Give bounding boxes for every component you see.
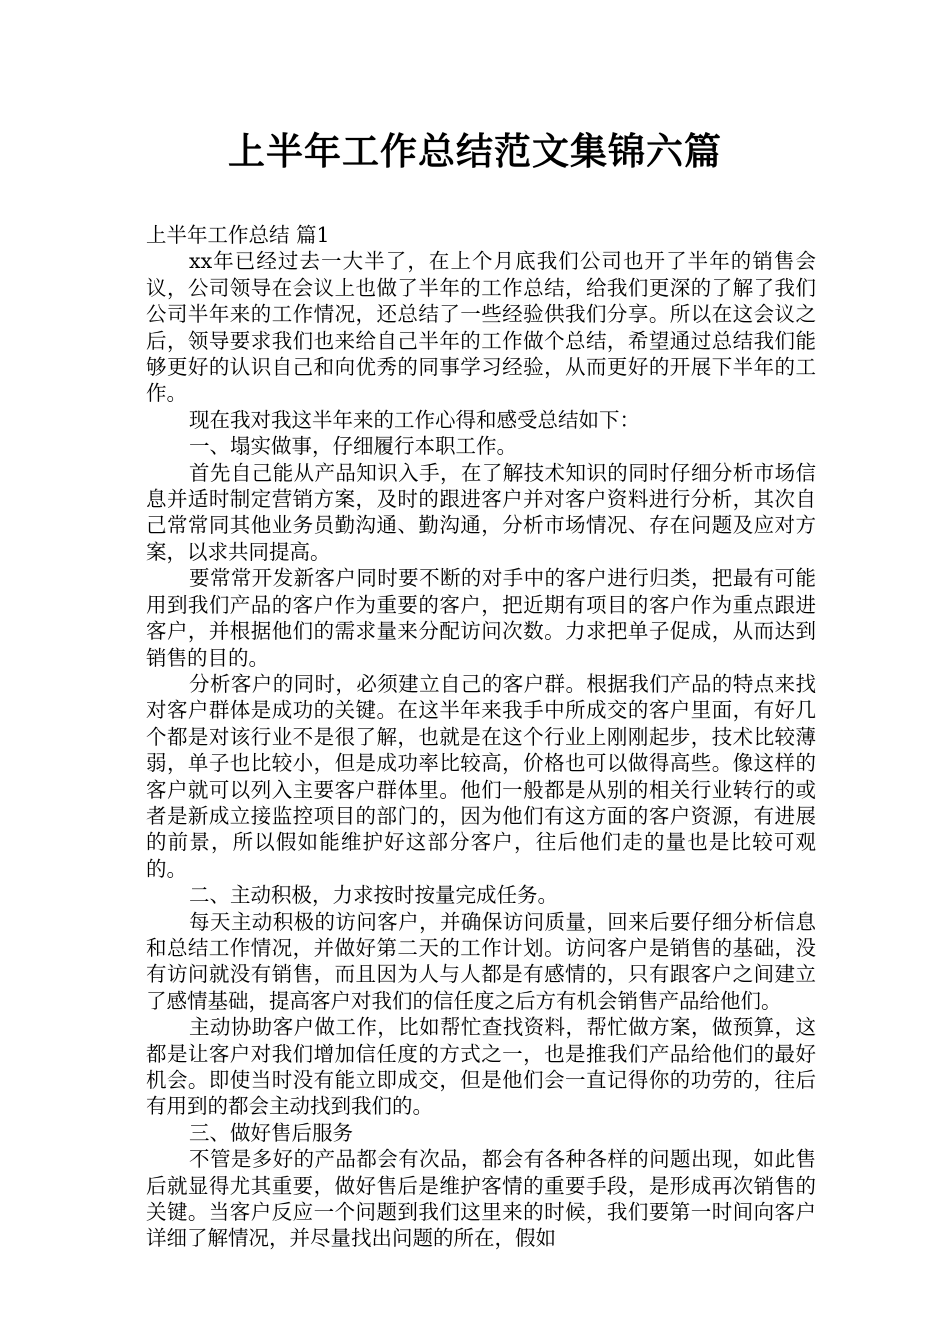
paragraph: 不管是多好的产品都会有次品，都会有各种各样的问题出现，如此售后就显得尤其重要，做好售后是维护客情的重要手段，是形成再次销售的关键。当客户反应一个问题到我们这里来的时候，我们要第一时间向客户详细了解情况，并尽量找出问题的所在，假如 xyxy=(146,1147,816,1251)
document-title: 上半年工作总结范文集锦六篇 xyxy=(228,130,722,173)
paragraph: xx年已经过去一大半了，在上个月底我们公司也开了半年的销售会议，公司领导在会议上也做了半年的工作总结，给我们更深的了解了我们公司半年来的工作情况，还总结了一些经验供我们分享。所以在这会议之后，领导要求我们也来给自己半年的工作做个总结，希望通过总结我们能够更好的认识自己和向优秀的同事学习经验，从而更好的开展下半年的工作。 xyxy=(146,249,816,406)
paragraph: 分析客户的同时，必须建立自己的客户群。根据我们产品的特点来找对客户群体是成功的关键。在这半年来我手中所成交的客户里面，有好几个都是对该行业不是很了解，也就是在这个行业上刚刚起步，技术比较薄弱，单子也比较小，但是成功率比较高，价格也可以做得高些。像这样的客户就可以列入主要客户群体里。他们一般都是从别的相关行业转行的或者是新成立接监控项目的部门的，因为他们有这方面的客户资源，有进展的前景，所以假如能维护好这部分客户，往后他们走的量也是比较可观的。 xyxy=(146,671,816,881)
paragraph: 要常常开发新客户同时要不断的对手中的客户进行归类，把最有可能用到我们产品的客户作为重要的客户，把近期有项目的客户作为重点跟进客户，并根据他们的需求量来分配访问次数。力求把单子促成，从而达到销售的目的。 xyxy=(146,566,816,670)
paragraph: 首先自己能从产品知识入手，在了解技术知识的同时仔细分析市场信息并适时制定营销方案，及时的跟进客户并对客户资料进行分析，其次自己常常同其他业务员勤沟通、勤沟通，分析市场情况、存在问题及应对方案，以求共同提高。 xyxy=(146,460,816,564)
paragraph: 每天主动积极的访问客户，并确保访问质量，回来后要仔细分析信息和总结工作情况，并做好第二天的工作计划。访问客户是销售的基础，没有访问就没有销售，而且因为人与人都是有感情的，只有跟客户之间建立了感情基础，提高客户对我们的信任度之后方有机会销售产品给他们。 xyxy=(146,909,816,1013)
paragraph: 主动协助客户做工作，比如帮忙查找资料，帮忙做方案，做预算，这都是让客户对我们增加信任度的方式之一，也是推我们产品给他们的最好机会。即使当时没有能立即成交，但是他们会一直记得你的功劳的，往后有用到的都会主动找到我们的。 xyxy=(146,1015,816,1119)
subheading: 二、主动积极，力求按时按量完成任务。 xyxy=(189,883,559,908)
document-body xyxy=(146,222,816,1252)
paragraph: 现在我对我这半年来的工作心得和感受总结如下： xyxy=(189,407,641,432)
section-heading: 上半年工作总结 篇1 xyxy=(146,223,330,247)
subheading: 三、做好售后服务 xyxy=(189,1120,354,1145)
subheading: 一、塌实做事，仔细履行本职工作。 xyxy=(189,434,518,459)
